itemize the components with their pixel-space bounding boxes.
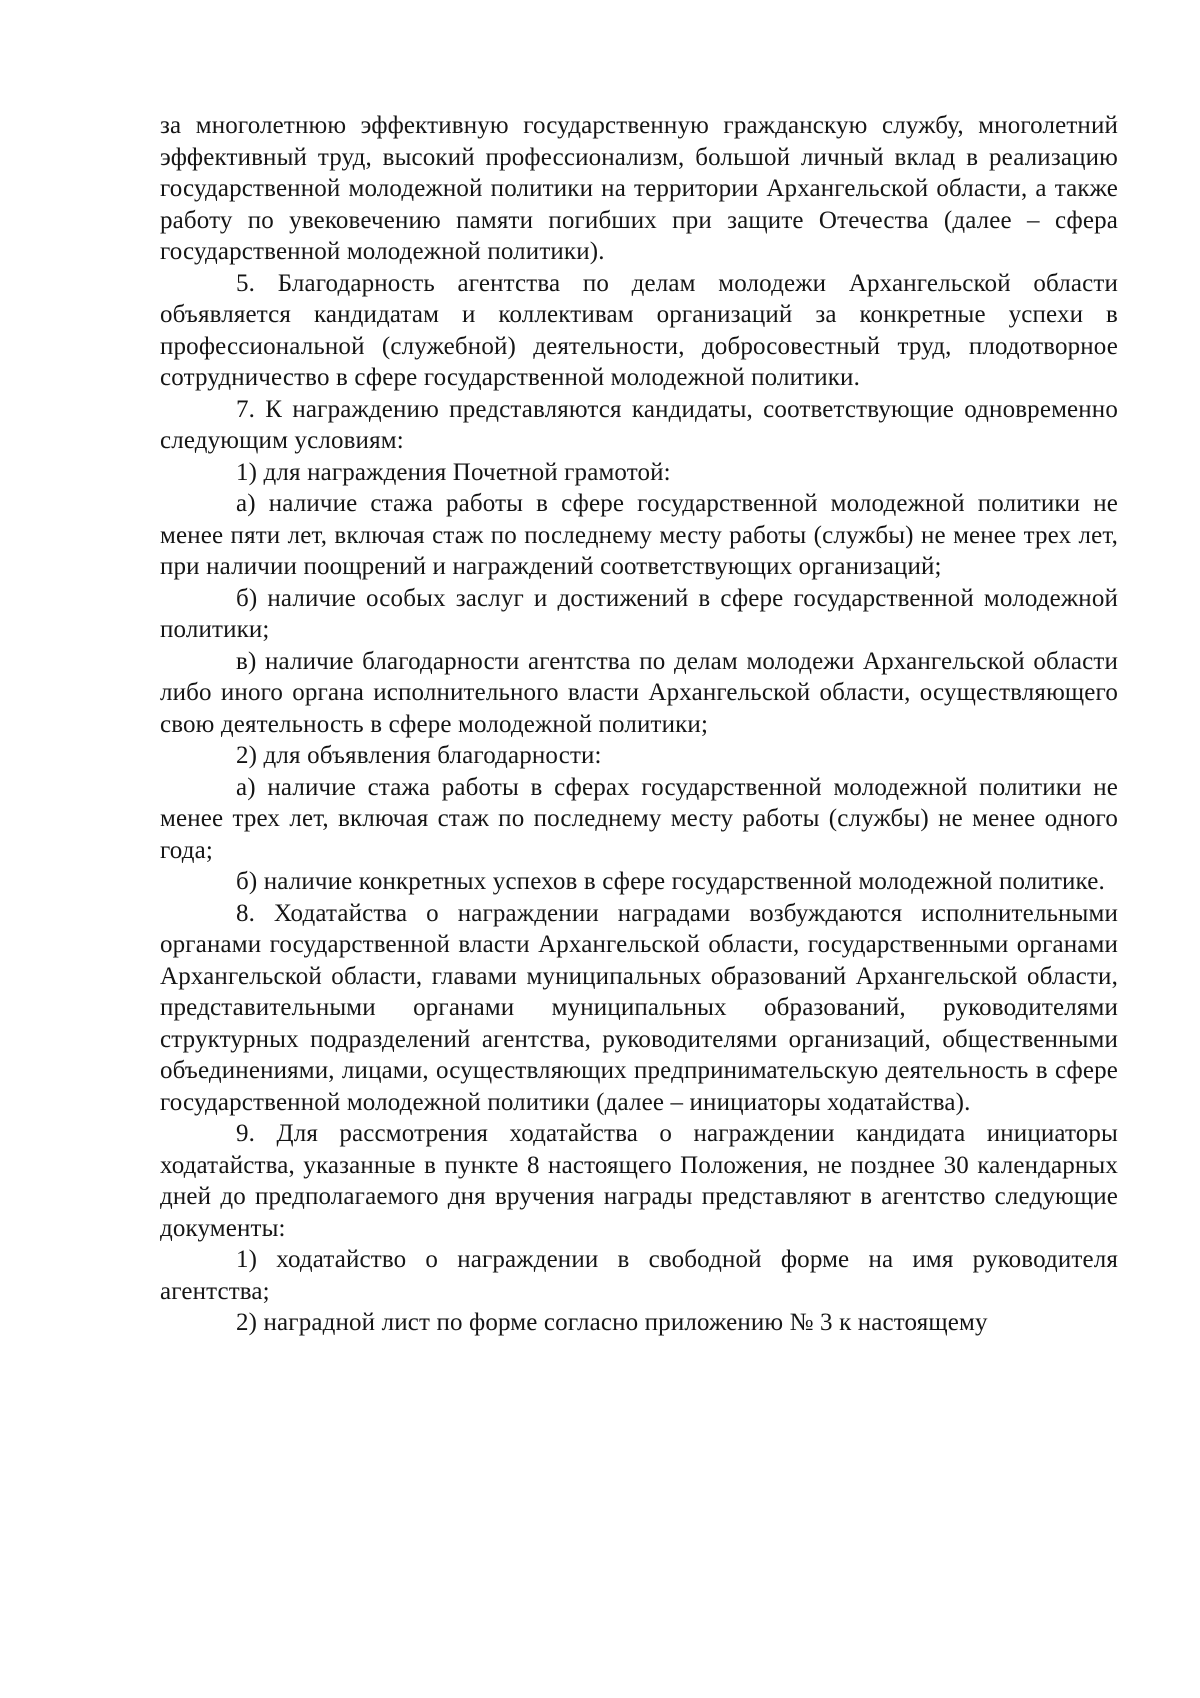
paragraph-7-2-a: а) наличие стажа работы в сферах государственной молодежной политики не менее трех лет, включая стаж по последнему месту работы (службы) не менее одного года; <box>160 773 1118 864</box>
paragraph-9: 9. Для рассмотрения ходатайства о награждении кандидата инициаторы ходатайства, указанные в пункте 8 настоящего Положения, не позднее 30 календарных дней до предполагаемого дня вручения награды представляют в агентство следующие документы: <box>160 1120 1118 1242</box>
paragraph-7-1-a: а) наличие стажа работы в сфере государственной молодежной политики не менее пяти лет, включая стаж по последнему месту работы (службы) не менее трех лет, при наличии поощрений и награждений соответствующих организаций; <box>160 490 1118 580</box>
paragraph-7-1-v: в) наличие благодарности агентства по делам молодежи Архангельской области либо иного органа исполнительного власти Архангельской области, осуществляющего свою деятельность в сфере молодежной политики; <box>160 647 1118 738</box>
paragraph-8: 8. Ходатайства о награждении наградами возбуждаются исполнительными органами государственной власти Архангельской области, государственными органами Архангельской области, главами муниципальных образований Архангельской области, представительными органами муниципальных образований, руководителями структурных подразделений агентства, руководителями организаций, общественными объединениями, лицами, осуществляющих предпринимательскую деятельность в сфере государственной молодежной политики (далее – инициаторы ходатайства). <box>160 899 1118 1116</box>
paragraph-9-1: 1) ходатайство о награждении в свободной форме на имя руководителя агентства; <box>160 1246 1118 1305</box>
paragraph-7-1-b: б) наличие особых заслуг и достижений в сфере государственной молодежной политики; <box>160 584 1118 643</box>
paragraph-5: 5. Благодарность агентства по делам молодежи Архангельской области объявляется кандидатам и коллективам организаций за конкретные успехи в профессиональной (служебной) деятельности, добросовестный труд, плодотворное сотрудничество в сфере государственной молодежной политики. <box>160 269 1118 391</box>
paragraph-9-2: 2) наградной лист по форме согласно приложению № 3 к настоящему <box>236 1309 988 1336</box>
paragraph-continuation: за многолетнюю эффективную государственную гражданскую службу, многолетний эффективный труд, высокий профессионализм, большой личный вклад в реализацию государственной молодежной политики на территории Архангельской области, а также работу по увековечению памяти погибших при защите Отечества (далее – сфера государственной молодежной политики). <box>160 112 1118 265</box>
paragraph-7: 7. К награждению представляются кандидаты, соответствующие одновременно следующим условиям: <box>160 395 1118 454</box>
document-page <box>160 110 1118 1339</box>
paragraph-7-1: 1) для награждения Почетной грамотой: <box>236 458 671 486</box>
paragraph-7-2-b: б) наличие конкретных успехов в сфере государственной молодежной политике. <box>236 868 1105 895</box>
paragraph-7-2: 2) для объявления благодарности: <box>236 742 602 769</box>
